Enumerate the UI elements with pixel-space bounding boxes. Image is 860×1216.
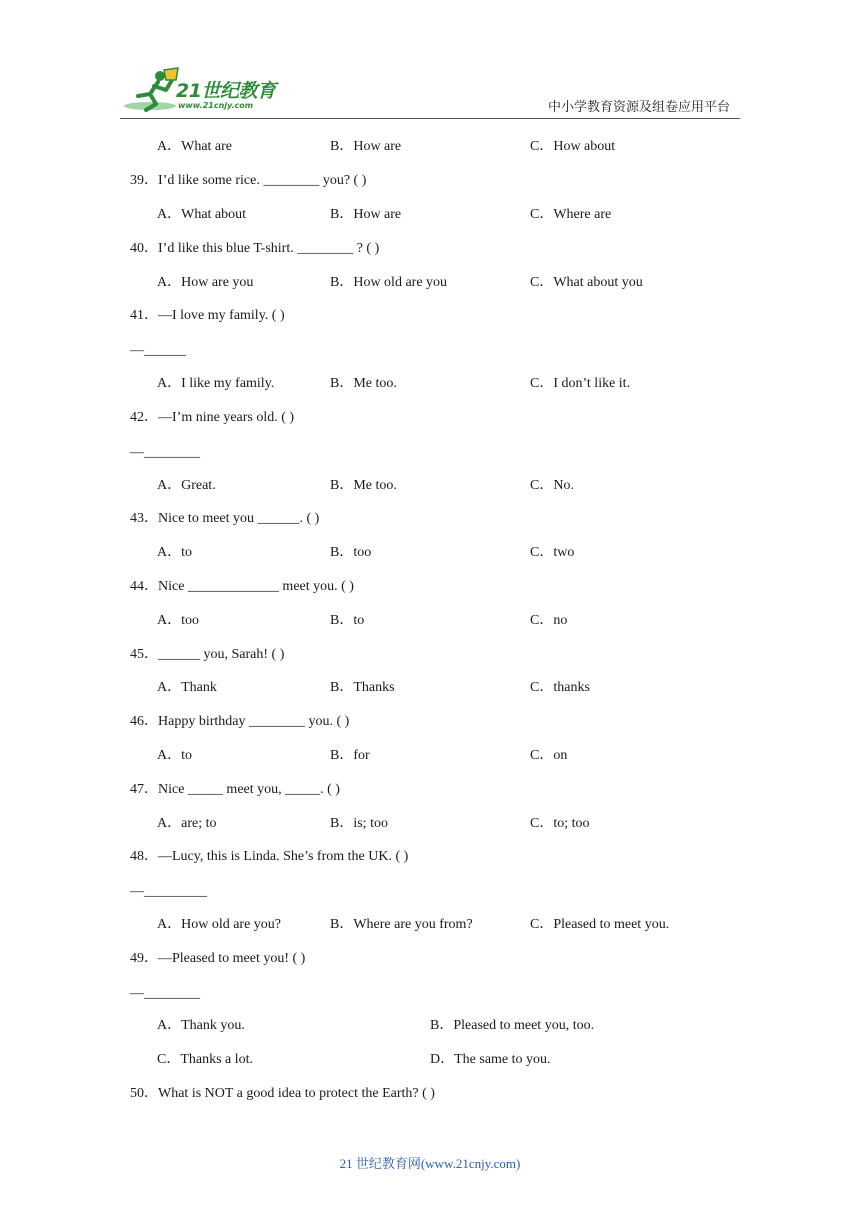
option-b[interactable]: B．Where are you from? [330, 917, 473, 932]
answer-blank-row [0, 881, 860, 903]
answer-blank[interactable]: —_________ [130, 884, 207, 899]
answer-blank-row [0, 983, 860, 1005]
option-c[interactable]: C．on [530, 748, 568, 763]
option-b[interactable]: B．How are [330, 139, 402, 154]
options-row [0, 813, 860, 835]
option-c[interactable]: C．No. [530, 478, 574, 493]
header-divider [120, 118, 740, 119]
options-row [0, 677, 860, 699]
header-platform-text: 中小学教育资源及组卷应用平台 [547, 100, 730, 115]
logo-text: 21世纪教育 [176, 80, 276, 102]
option-a[interactable]: A．What are [157, 139, 233, 154]
answer-blank-row [0, 340, 860, 362]
option-a[interactable]: A．are; to [157, 816, 217, 831]
option-c[interactable]: C．to; too [530, 816, 590, 831]
question-49 [0, 948, 860, 970]
question-text: 42．—I’m nine years old. ( ) [130, 410, 295, 425]
option-a[interactable]: A．too [157, 613, 199, 628]
question-text: 48．—Lucy, this is Linda. She’s from the UK. ( ) [130, 849, 409, 864]
option-b[interactable]: B．Me too. [330, 478, 397, 493]
options-row [0, 136, 860, 158]
option-c[interactable]: C．I don’t like it. [530, 376, 631, 391]
question-46 [0, 711, 860, 733]
options-row [0, 272, 860, 294]
question-text: 47．Nice _____ meet you, _____. ( ) [130, 782, 340, 797]
option-b[interactable]: B．Me too. [330, 376, 397, 391]
options-row [0, 1049, 860, 1071]
question-41 [0, 305, 860, 327]
option-b[interactable]: B．How are [330, 207, 402, 222]
option-a[interactable]: A．to [157, 545, 192, 560]
page-footer[interactable]: 21 世纪教育网(www.21cnjy.com) [339, 1156, 521, 1171]
question-50 [0, 1083, 860, 1105]
answer-blank[interactable]: —________ [130, 986, 200, 1001]
option-c[interactable]: C．How about [530, 139, 616, 154]
question-text: 44．Nice _____________ meet you. ( ) [130, 579, 354, 594]
option-c[interactable]: C．no [530, 613, 568, 628]
options-row [0, 745, 860, 767]
question-text: 49．—Pleased to meet you! ( ) [130, 951, 306, 966]
option-b[interactable]: B．too [330, 545, 372, 560]
options-row [0, 542, 860, 564]
option-a[interactable]: A．What about [157, 207, 247, 222]
options-row [0, 914, 860, 936]
question-text: 40．I’d like this blue T-shirt. ________ ? ( ) [130, 241, 380, 256]
question-text: 46．Happy birthday ________ you. ( ) [130, 714, 350, 729]
options-row [0, 1015, 860, 1037]
question-48 [0, 846, 860, 868]
question-text: 43．Nice to meet you ______. ( ) [130, 511, 320, 526]
question-43 [0, 508, 860, 530]
options-row [0, 204, 860, 226]
options-row [0, 610, 860, 632]
option-a[interactable]: A．I like my family. [157, 376, 275, 391]
question-40 [0, 238, 860, 260]
answer-blank[interactable]: —________ [130, 445, 200, 460]
option-b[interactable]: B．for [330, 748, 370, 763]
question-47 [0, 779, 860, 801]
option-b[interactable]: B．Pleased to meet you, too. [430, 1018, 595, 1033]
option-c[interactable]: C．Pleased to meet you. [530, 917, 670, 932]
page-header [0, 0, 860, 125]
option-b[interactable]: B．to [330, 613, 365, 628]
option-b[interactable]: B．How old are you [330, 275, 448, 290]
option-c[interactable]: C．Where are [530, 207, 612, 222]
option-c[interactable]: C．What about you [530, 275, 643, 290]
options-row [0, 373, 860, 395]
option-a[interactable]: A．Thank [157, 680, 217, 695]
option-a[interactable]: A．How are you [157, 275, 254, 290]
question-text: 41．—I love my family. ( ) [130, 308, 285, 323]
question-text: 39．I’d like some rice. ________ you? ( ) [130, 173, 367, 188]
option-b[interactable]: B．Thanks [330, 680, 395, 695]
option-a[interactable]: A．How old are you? [157, 917, 282, 932]
logo-url: www.21cnjy.com [178, 101, 254, 110]
option-a[interactable]: A．Thank you. [157, 1018, 245, 1033]
question-text: 45．______ you, Sarah! ( ) [130, 647, 285, 662]
question-39 [0, 170, 860, 192]
option-d[interactable]: D．The same to you. [430, 1052, 551, 1067]
answer-blank[interactable]: —______ [130, 343, 186, 358]
question-44 [0, 576, 860, 598]
option-c[interactable]: C．thanks [530, 680, 590, 695]
option-c[interactable]: C．two [530, 545, 575, 560]
question-45 [0, 644, 860, 666]
answer-blank-row [0, 442, 860, 464]
option-a[interactable]: A．to [157, 748, 192, 763]
question-42 [0, 407, 860, 429]
question-text: 50．What is NOT a good idea to protect the Earth? ( ) [130, 1086, 435, 1101]
option-c[interactable]: C．Thanks a lot. [157, 1052, 254, 1067]
options-row [0, 475, 860, 497]
option-b[interactable]: B．is; too [330, 816, 388, 831]
option-a[interactable]: A．Great. [157, 478, 216, 493]
